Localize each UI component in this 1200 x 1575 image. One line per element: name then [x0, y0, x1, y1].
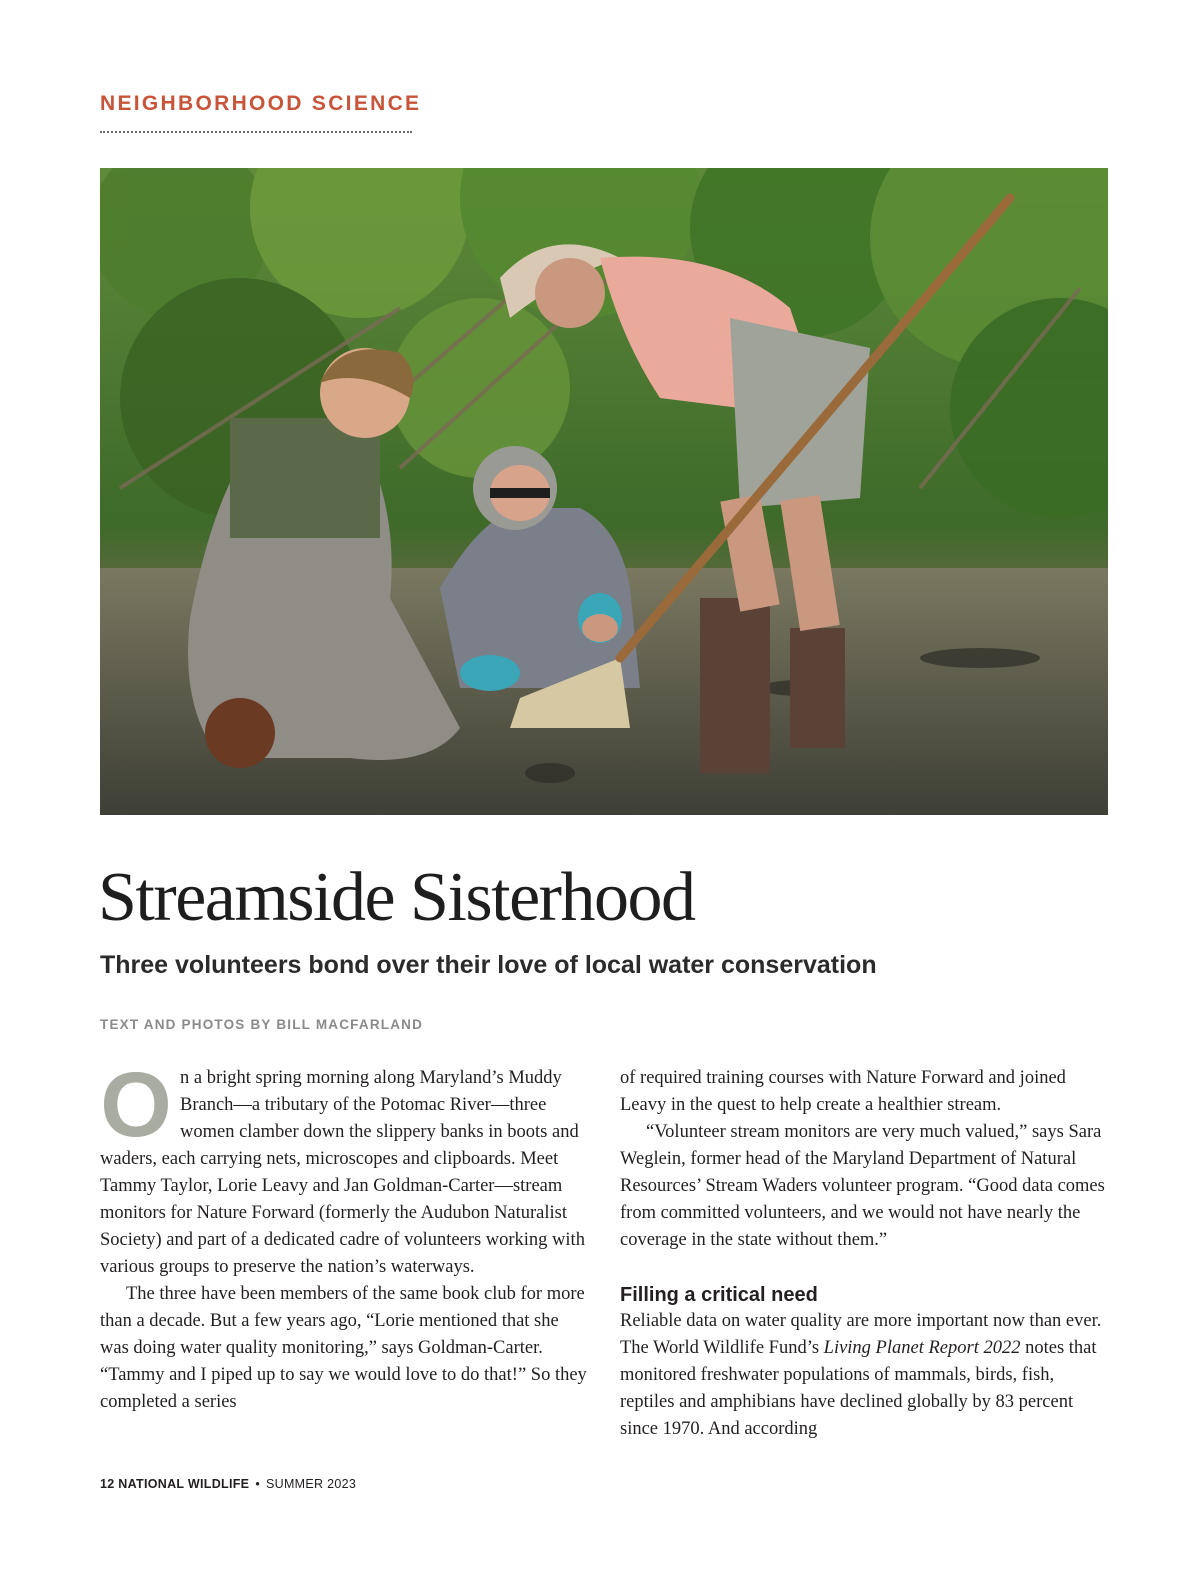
page-number: 12: [100, 1477, 115, 1491]
body-paragraph: of required training courses with Nature Forward and joined Leavy in the quest to help create a healthier stream.: [620, 1068, 1066, 1115]
body-text: Reliable data on water quality are more important now than ever. The World Wildlife Fund’s: [620, 1311, 1102, 1358]
body-paragraph: “Volunteer stream monitors are very much valued,” says Sara Weglein, former head of the Maryland Department of Natural Resources’ Stream Waders volunteer program. “Good data comes from committed volunteers, and we would not have nearly the coverage in the state without them.”: [620, 1122, 1105, 1250]
report-title: Living Planet Report 2022: [823, 1338, 1021, 1358]
right-column: [620, 1065, 1110, 1443]
body-paragraph: n a bright spring morning along Maryland’s Muddy Branch—a tributary of the Potomac River—three women clamber down the slippery banks in boots and waders, each carrying nets, microscopes and clipboards. Meet Tammy Taylor, Lorie Leavy and Jan Goldman-Carter—stream monitors for Nature Forward (formerly the Audubon Naturalist Society) and part of a dedicated cadre of volunteers working with various groups to preserve the nation’s waterways.: [100, 1068, 585, 1277]
article-subhead: Three volunteers bond over their love of local water conservation: [100, 951, 877, 979]
body-paragraph: [620, 1308, 1110, 1443]
left-column: [100, 1054, 590, 1416]
article-headline: Streamside Sisterhood: [98, 859, 695, 936]
dropcap-letter: O: [100, 1054, 172, 1156]
footer-separator: •: [255, 1477, 260, 1491]
byline: TEXT AND PHOTOS BY BILL MACFARLAND: [100, 1017, 424, 1032]
section-tag: NEIGHBORHOOD SCIENCE: [100, 92, 422, 115]
magazine-name: NATIONAL WILDLIFE: [118, 1477, 250, 1491]
body-paragraph: The three have been members of the same book club for more than a decade. But a few years ago, “Lorie mentioned that she was doing water quality monitoring,” says Goldman-Carter. “Tammy and I piped up to say we would love to do that!” So they completed a series: [100, 1284, 587, 1412]
page-footer: [100, 1477, 356, 1491]
article-photo: [100, 168, 1108, 815]
section-divider: [100, 131, 412, 133]
body-text: notes that monitored freshwater populations of mammals, birds, fish, reptiles and amphibians have declined globally by 83 percent since 1970. And according: [620, 1338, 1097, 1439]
issue-date: SUMMER 2023: [266, 1477, 357, 1491]
section-heading: Filling a critical need: [620, 1284, 818, 1306]
dropcap: [100, 1054, 172, 1156]
